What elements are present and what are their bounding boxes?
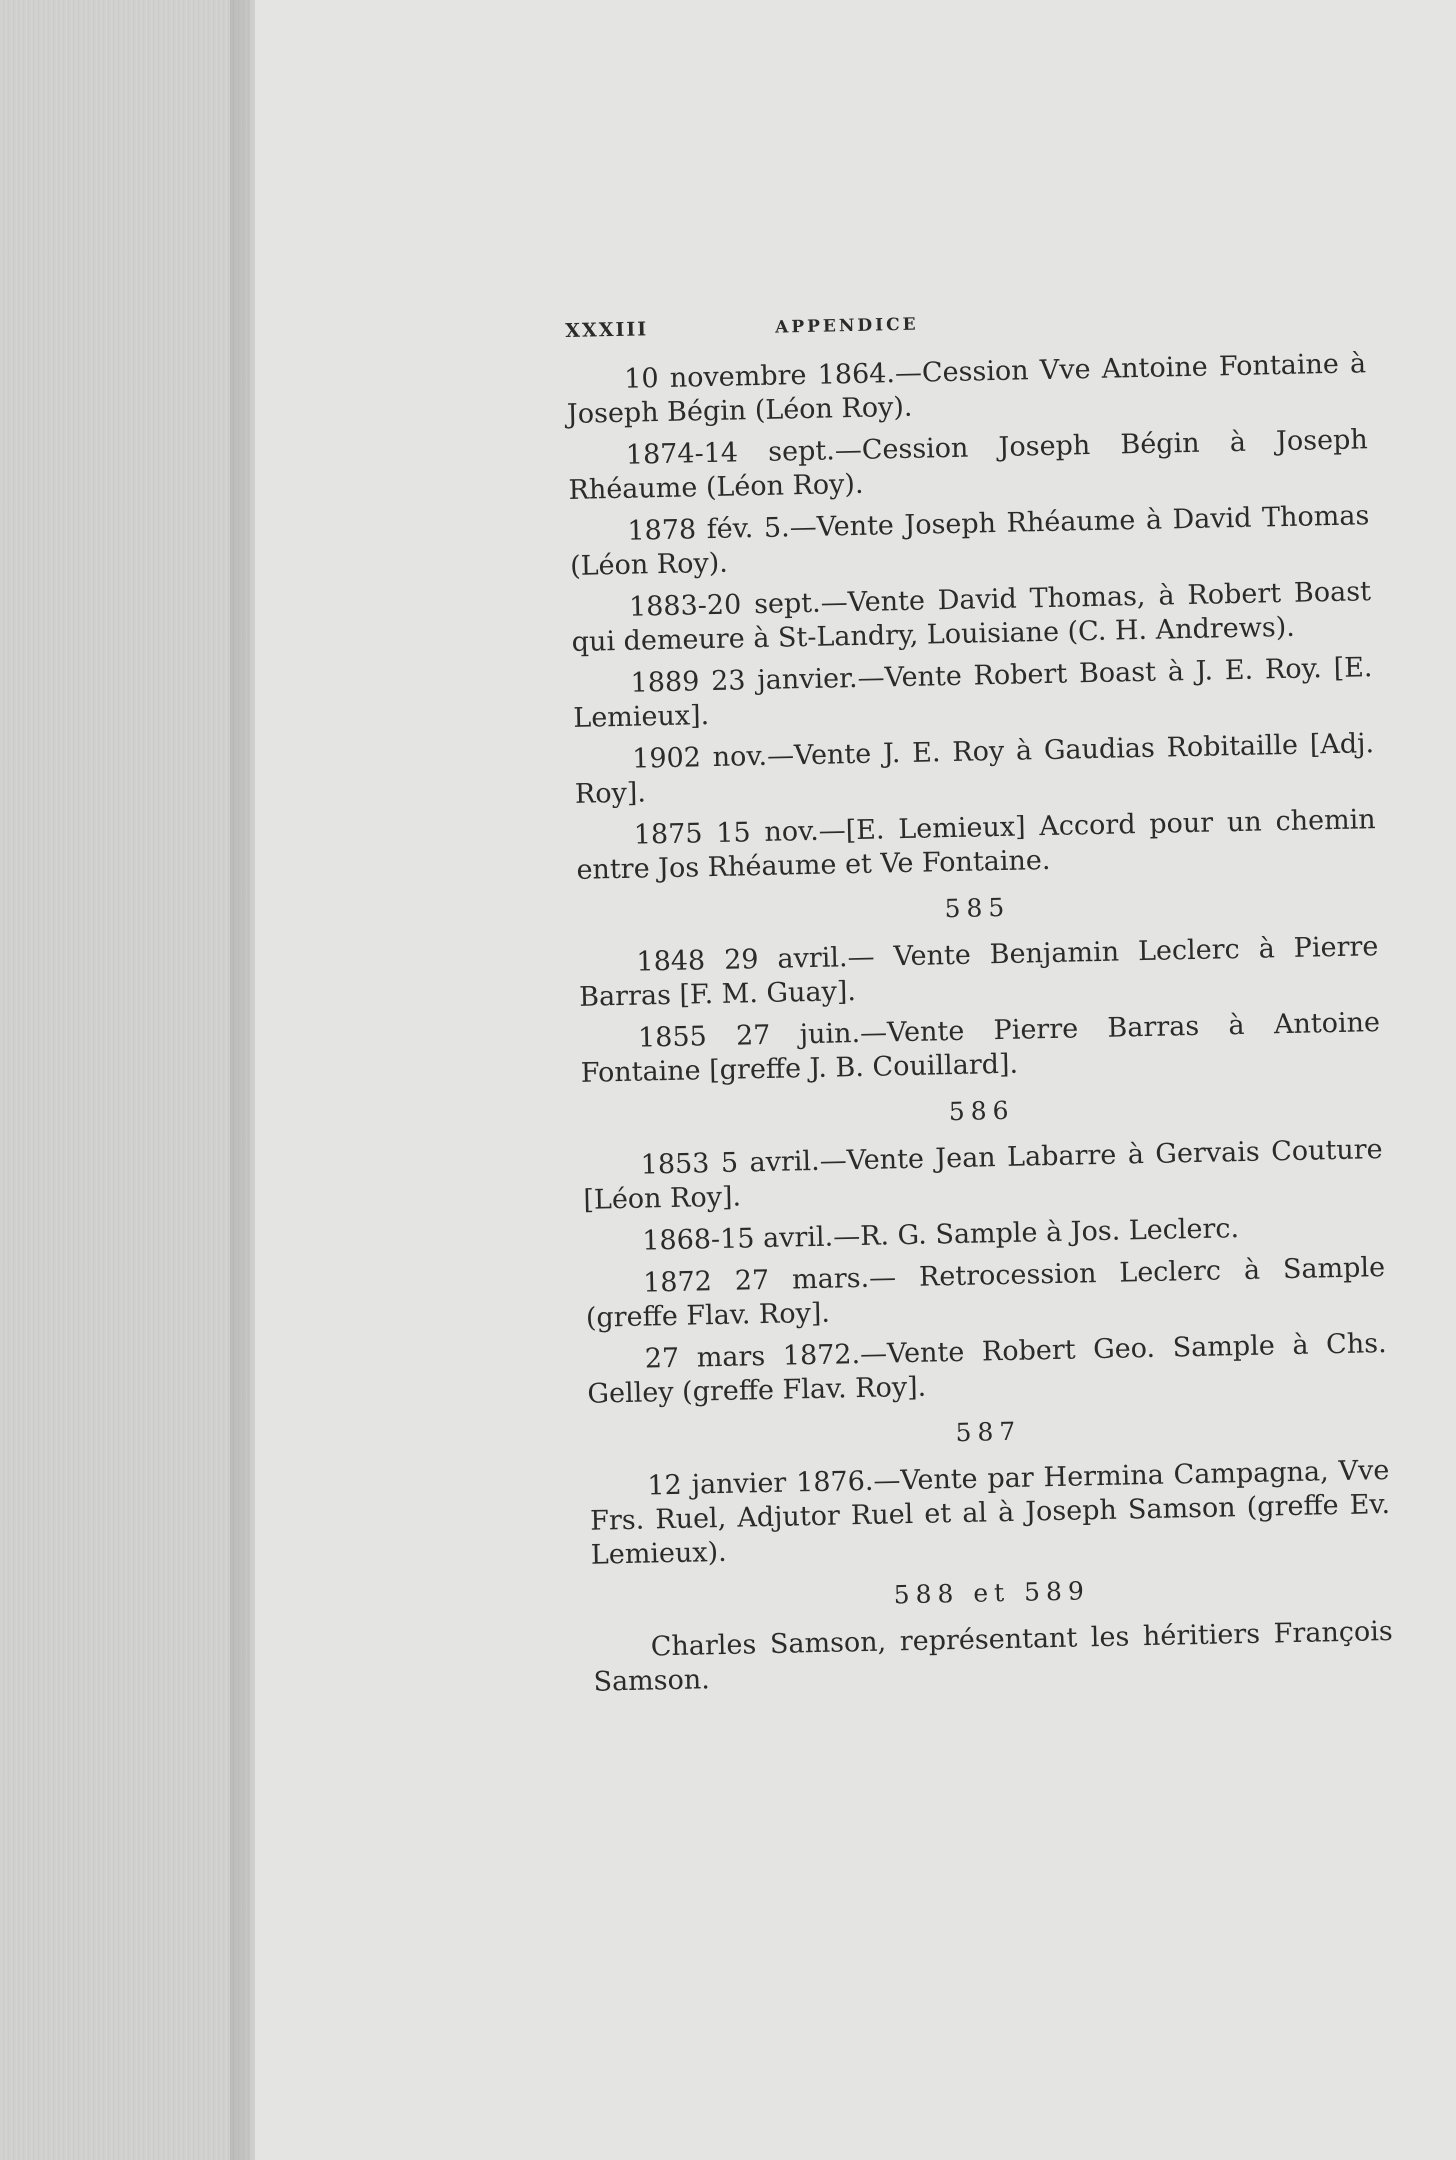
entry-paragraph: 1874-14 sept.—Cession Joseph Bégin à Joseph Rhéaume (Léon Roy). <box>568 424 1369 506</box>
entry-paragraph: 1848 29 avril.— Vente Benjamin Leclerc à Pierre Barras [F. M. Guay]. <box>578 931 1379 1013</box>
entry-paragraph: 12 janvier 1876.—Vente par Hermina Campagna, Vve Frs. Ruel, Adjutor Ruel et al à Joseph Samson (greffe Ev. Lemieux). <box>589 1454 1391 1571</box>
entry-paragraph: 1878 fév. 5.—Vente Joseph Rhéaume à David Thomas (Léon Roy). <box>569 500 1370 582</box>
entry-paragraph: 1875 15 nov.—[E. Lemieux] Accord pour un chemin entre Jos Rhéaume et Ve Fontaine. <box>576 804 1376 886</box>
entry-paragraph: 1883-20 sept.—Vente David Thomas, à Robert Boast qui demeure à St-Landry, Louisiane (C. H. Andrews). <box>571 576 1372 658</box>
book-page-edges <box>0 0 250 2160</box>
entry-paragraph: 1872 27 mars.— Retrocession Leclerc à Sample (greffe Flav. Roy]. <box>585 1252 1386 1334</box>
entry-paragraph: 1853 5 avril.—Vente Jean Labarre à Gervais Couture [Léon Roy]. <box>583 1134 1383 1216</box>
entry-paragraph: 10 novembre 1864.—Cession Vve Antoine Fontaine à Joseph Bégin (Léon Roy). <box>566 348 1367 430</box>
entry-paragraph: 1902 nov.—Vente J. E. Roy à Gaudias Robitaille [Adj. Roy]. <box>574 728 1375 810</box>
page-number: XXXIII <box>565 318 649 342</box>
entry-paragraph: Charles Samson, représentant les héritiers François Samson. <box>593 1615 1393 1698</box>
entry-paragraph: 1855 27 juin.—Vente Pierre Barras à Antoine Fontaine [greffe J. B. Couillard]. <box>580 1007 1381 1089</box>
section-number: 588 et 589 <box>893 1576 1091 1610</box>
section-number: 585 <box>944 892 1011 924</box>
section-number: 586 <box>948 1095 1015 1127</box>
entry-paragraph: 27 mars 1872.—Vente Robert Geo. Sample à Chs. Gelley (greffe Flav. Roy]. <box>587 1328 1387 1410</box>
section-number: 587 <box>955 1416 1022 1448</box>
entry-paragraph: 1889 23 janvier.—Vente Robert Boast à J. E. Roy. [E. Lemieux]. <box>573 652 1373 734</box>
running-title: APPENDICE <box>774 314 919 338</box>
text-block <box>565 303 1394 1707</box>
entry-paragraph: 1868-15 avril.—R. G. Sample à Jos. Leclerc. <box>641 1213 1240 1257</box>
